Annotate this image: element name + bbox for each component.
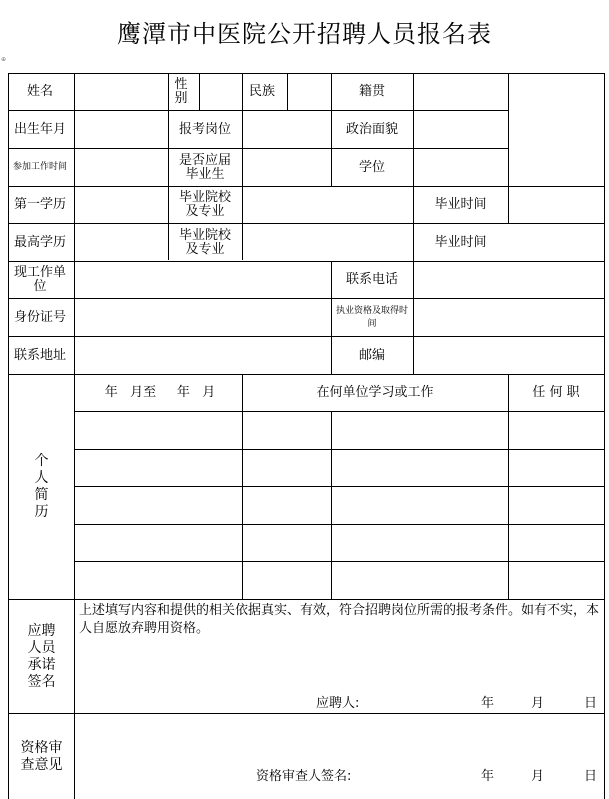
- label-grad-time-1: 毕业时间: [434, 197, 487, 212]
- label-ethnicity: 民族: [249, 84, 276, 99]
- resume-cell[interactable]: [243, 487, 507, 523]
- resume-cell[interactable]: [509, 450, 603, 486]
- resume-cell[interactable]: [509, 562, 603, 599]
- review-month: 月: [531, 769, 545, 784]
- grid-line: [8, 599, 605, 600]
- resume-header-unit: 在何单位学习或工作: [316, 385, 434, 400]
- ethnicity-field[interactable]: [288, 74, 330, 110]
- pledge-signature-field[interactable]: [370, 690, 470, 710]
- pledge-month: 月: [531, 696, 545, 711]
- resume-cell[interactable]: [509, 412, 603, 448]
- fresh-grad-field[interactable]: [243, 149, 330, 186]
- label-degree: 学位: [358, 159, 385, 175]
- resume-cell[interactable]: [75, 525, 241, 561]
- resume-cell[interactable]: [243, 450, 507, 486]
- review-label-text: 资格审查意见: [20, 739, 63, 773]
- photo-area[interactable]: [509, 74, 603, 186]
- first-edu-field[interactable]: [75, 187, 167, 223]
- work-start-field[interactable]: [75, 149, 167, 186]
- pledge-day: 日: [584, 696, 598, 711]
- label-grad-school-1: 毕业院校及专业: [178, 190, 231, 219]
- label-name: 姓名: [26, 84, 53, 99]
- label-qualification: 执业资格及取得时间: [335, 305, 408, 329]
- pledge-label: [9, 600, 74, 713]
- review-sign-label: 资格审查人签名:: [256, 769, 352, 784]
- pledge-text: 上述填写内容和提供的相关依据真实、有效，符合招聘岗位所需的报考条件。如有不实，本人自愿放弃聘用资格。: [79, 603, 600, 636]
- current-unit-field[interactable]: [75, 262, 330, 298]
- resume-cell[interactable]: [509, 525, 603, 561]
- label-grad-time-2: 毕业时间: [434, 234, 487, 250]
- grad-school-1-field[interactable]: [243, 187, 412, 223]
- resume-cell[interactable]: [75, 450, 241, 486]
- birth-field[interactable]: [75, 111, 167, 148]
- resume-cell[interactable]: [75, 412, 241, 448]
- qualification-field[interactable]: [414, 299, 603, 336]
- label-current-unit: 现工作单位: [14, 265, 66, 294]
- label-address: 联系地址: [14, 347, 66, 363]
- label-birth: 出生年月: [14, 121, 66, 137]
- label-id-no: 身份证号: [14, 309, 66, 325]
- label-political: 政治面貌: [345, 121, 398, 137]
- review-year: 年: [481, 769, 495, 784]
- grad-time-2-field[interactable]: [509, 224, 603, 261]
- address-field[interactable]: [75, 337, 330, 374]
- review-opinion-field[interactable]: [75, 714, 603, 764]
- table-anchor-icon: ⊕: [1, 56, 7, 63]
- label-first-edu: 第一学历: [14, 197, 66, 212]
- review-label: [9, 714, 74, 799]
- resume-cell[interactable]: [75, 487, 241, 523]
- label-position: 报考岗位: [178, 121, 231, 137]
- label-gender: 性别: [174, 77, 188, 106]
- name-field[interactable]: [75, 74, 167, 110]
- resume-cell[interactable]: [243, 562, 507, 599]
- highest-edu-field[interactable]: [75, 224, 167, 261]
- postcode-field[interactable]: [414, 337, 603, 374]
- grid-line: [604, 73, 605, 799]
- position-field[interactable]: [243, 111, 330, 148]
- pledge-sign-label: 应聘人:: [316, 696, 360, 711]
- label-grad-school-2: 毕业院校及专业: [178, 227, 231, 257]
- phone-field[interactable]: [414, 262, 603, 298]
- resume-cell[interactable]: [243, 412, 507, 448]
- resume-cell[interactable]: [75, 562, 241, 599]
- label-fresh-grad: 是否应届毕业生: [178, 152, 231, 182]
- pledge-label-text: 应聘人员承诺签名: [27, 622, 56, 690]
- label-native-place: 籍贯: [358, 84, 385, 99]
- grid-line: [168, 73, 169, 260]
- resume-header-period: 年 月至 年 月: [104, 385, 216, 400]
- label-work-start: 参加工作时间: [13, 162, 67, 172]
- resume-cell[interactable]: [509, 487, 603, 523]
- resume-label-text: 个人简历: [34, 453, 49, 520]
- page-title: 鹰潭市中医院公开招聘人员报名表: [117, 20, 492, 48]
- resume-label: [9, 375, 74, 599]
- native-place-field[interactable]: [414, 74, 507, 110]
- review-signature-field[interactable]: [365, 763, 470, 783]
- review-day: 日: [584, 769, 598, 784]
- gender-field[interactable]: [200, 74, 241, 110]
- degree-field[interactable]: [414, 149, 507, 186]
- political-field[interactable]: [414, 111, 507, 148]
- id-no-field[interactable]: [75, 299, 330, 336]
- grad-school-2-field[interactable]: [243, 224, 412, 261]
- pledge-year: 年: [481, 696, 495, 711]
- grad-time-1-field[interactable]: [509, 187, 603, 223]
- label-phone: 联系电话: [345, 272, 398, 287]
- resume-cell[interactable]: [243, 525, 507, 561]
- resume-header-post: 任 何 职: [532, 385, 580, 400]
- label-highest-edu: 最高学历: [14, 234, 66, 250]
- label-postcode: 邮编: [358, 347, 385, 363]
